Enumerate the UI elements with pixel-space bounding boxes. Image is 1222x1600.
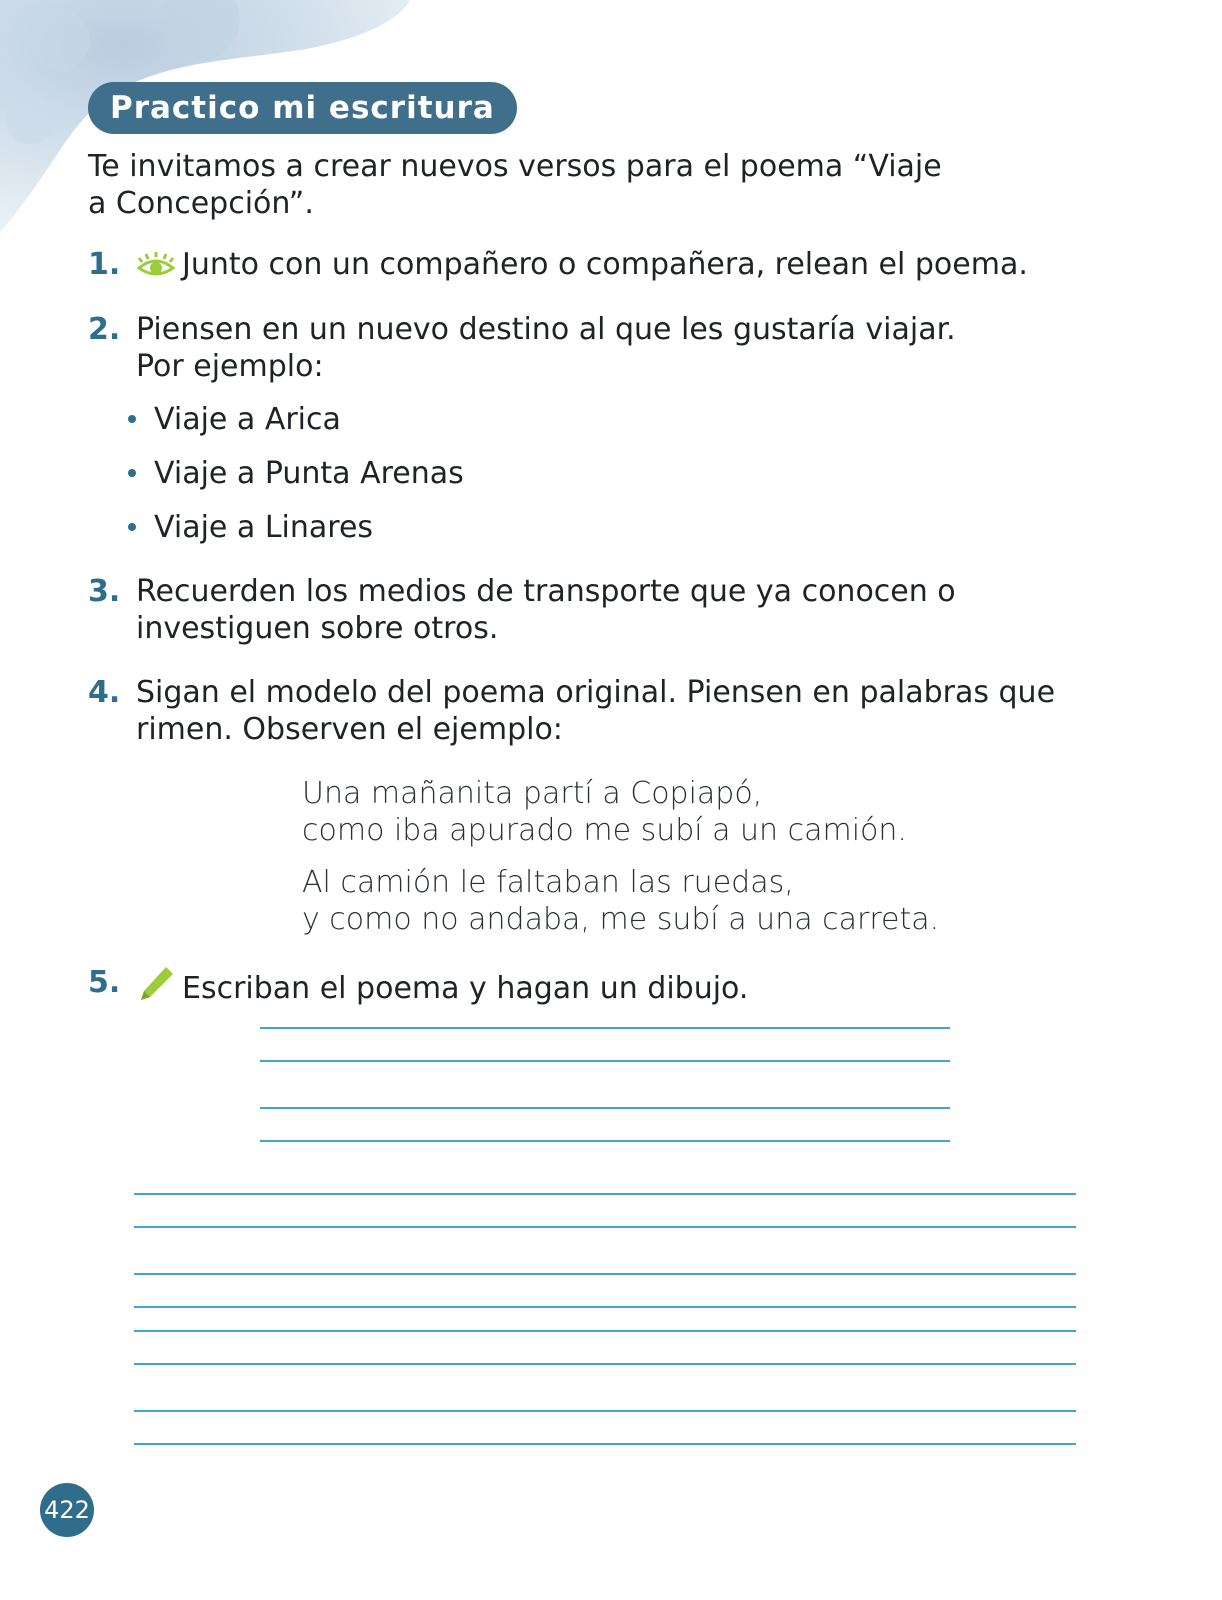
- destination-list: [128, 392, 464, 554]
- poem-verse: como iba apurado me subí a un camión.: [302, 813, 907, 848]
- list-item: Viaje a Linares: [128, 500, 464, 554]
- step-text: Junto con un compañero o compañera, relean el poema.: [182, 247, 1028, 282]
- step-number: 1.: [88, 247, 121, 282]
- eye-icon: [136, 250, 176, 280]
- poem-stanza: [302, 864, 939, 938]
- writing-line[interactable]: [260, 1027, 950, 1029]
- pencil-icon: [136, 964, 176, 1004]
- intro-text: [88, 148, 988, 222]
- step-number: 2.: [88, 312, 121, 347]
- section-title: Practico mi escritura: [110, 90, 495, 126]
- writing-line[interactable]: [134, 1443, 1076, 1445]
- step-text-line-2: Por ejemplo:: [136, 349, 324, 384]
- poem-verse: y como no andaba, me subí a una carreta.: [302, 902, 940, 937]
- section-title-pill: [88, 82, 517, 134]
- writing-line[interactable]: [260, 1107, 950, 1109]
- poem-stanza: [302, 775, 939, 849]
- step-number: 3.: [88, 574, 121, 609]
- writing-line[interactable]: [134, 1273, 1076, 1275]
- writing-line[interactable]: [134, 1226, 1076, 1228]
- intro-line-2: a Concepción”.: [88, 186, 314, 221]
- list-item: Viaje a Punta Arenas: [128, 446, 464, 500]
- writing-line[interactable]: [134, 1363, 1076, 1365]
- poem-verse: Al camión le faltaban las ruedas,: [302, 865, 794, 900]
- poem-verse: Una mañanita partí a Copiapó,: [302, 776, 763, 811]
- step-text-line-1: Recuerden los medios de transporte que ya conocen o: [136, 574, 956, 609]
- page-number: 422: [40, 1483, 94, 1537]
- step-text: Escriban el poema y hagan un dibujo.: [182, 971, 749, 1006]
- step-1: [88, 246, 1128, 283]
- step-2: [88, 311, 1128, 385]
- step-number: 5.: [88, 965, 121, 1000]
- step-text-line-1: Piensen en un nuevo destino al que les gustaría viajar.: [136, 312, 956, 347]
- step-text-line-2: investiguen sobre otros.: [136, 611, 499, 646]
- poem-example: [302, 775, 939, 938]
- writing-line[interactable]: [134, 1306, 1076, 1308]
- intro-line-1: Te invitamos a crear nuevos versos para el poema “Viaje: [88, 149, 942, 184]
- writing-line[interactable]: [134, 1410, 1076, 1412]
- list-item: Viaje a Arica: [128, 392, 464, 446]
- step-4: [88, 674, 1128, 748]
- writing-line[interactable]: [134, 1330, 1076, 1332]
- step-text-line-2: rimen. Observen el ejemplo:: [136, 712, 563, 747]
- step-number: 4.: [88, 675, 121, 710]
- writing-line[interactable]: [134, 1193, 1076, 1195]
- writing-line[interactable]: [260, 1140, 950, 1142]
- step-3: [88, 573, 1128, 647]
- writing-line[interactable]: [260, 1060, 950, 1062]
- step-5: [88, 964, 1128, 1007]
- step-text-line-1: Sigan el modelo del poema original. Piensen en palabras que: [136, 675, 1056, 710]
